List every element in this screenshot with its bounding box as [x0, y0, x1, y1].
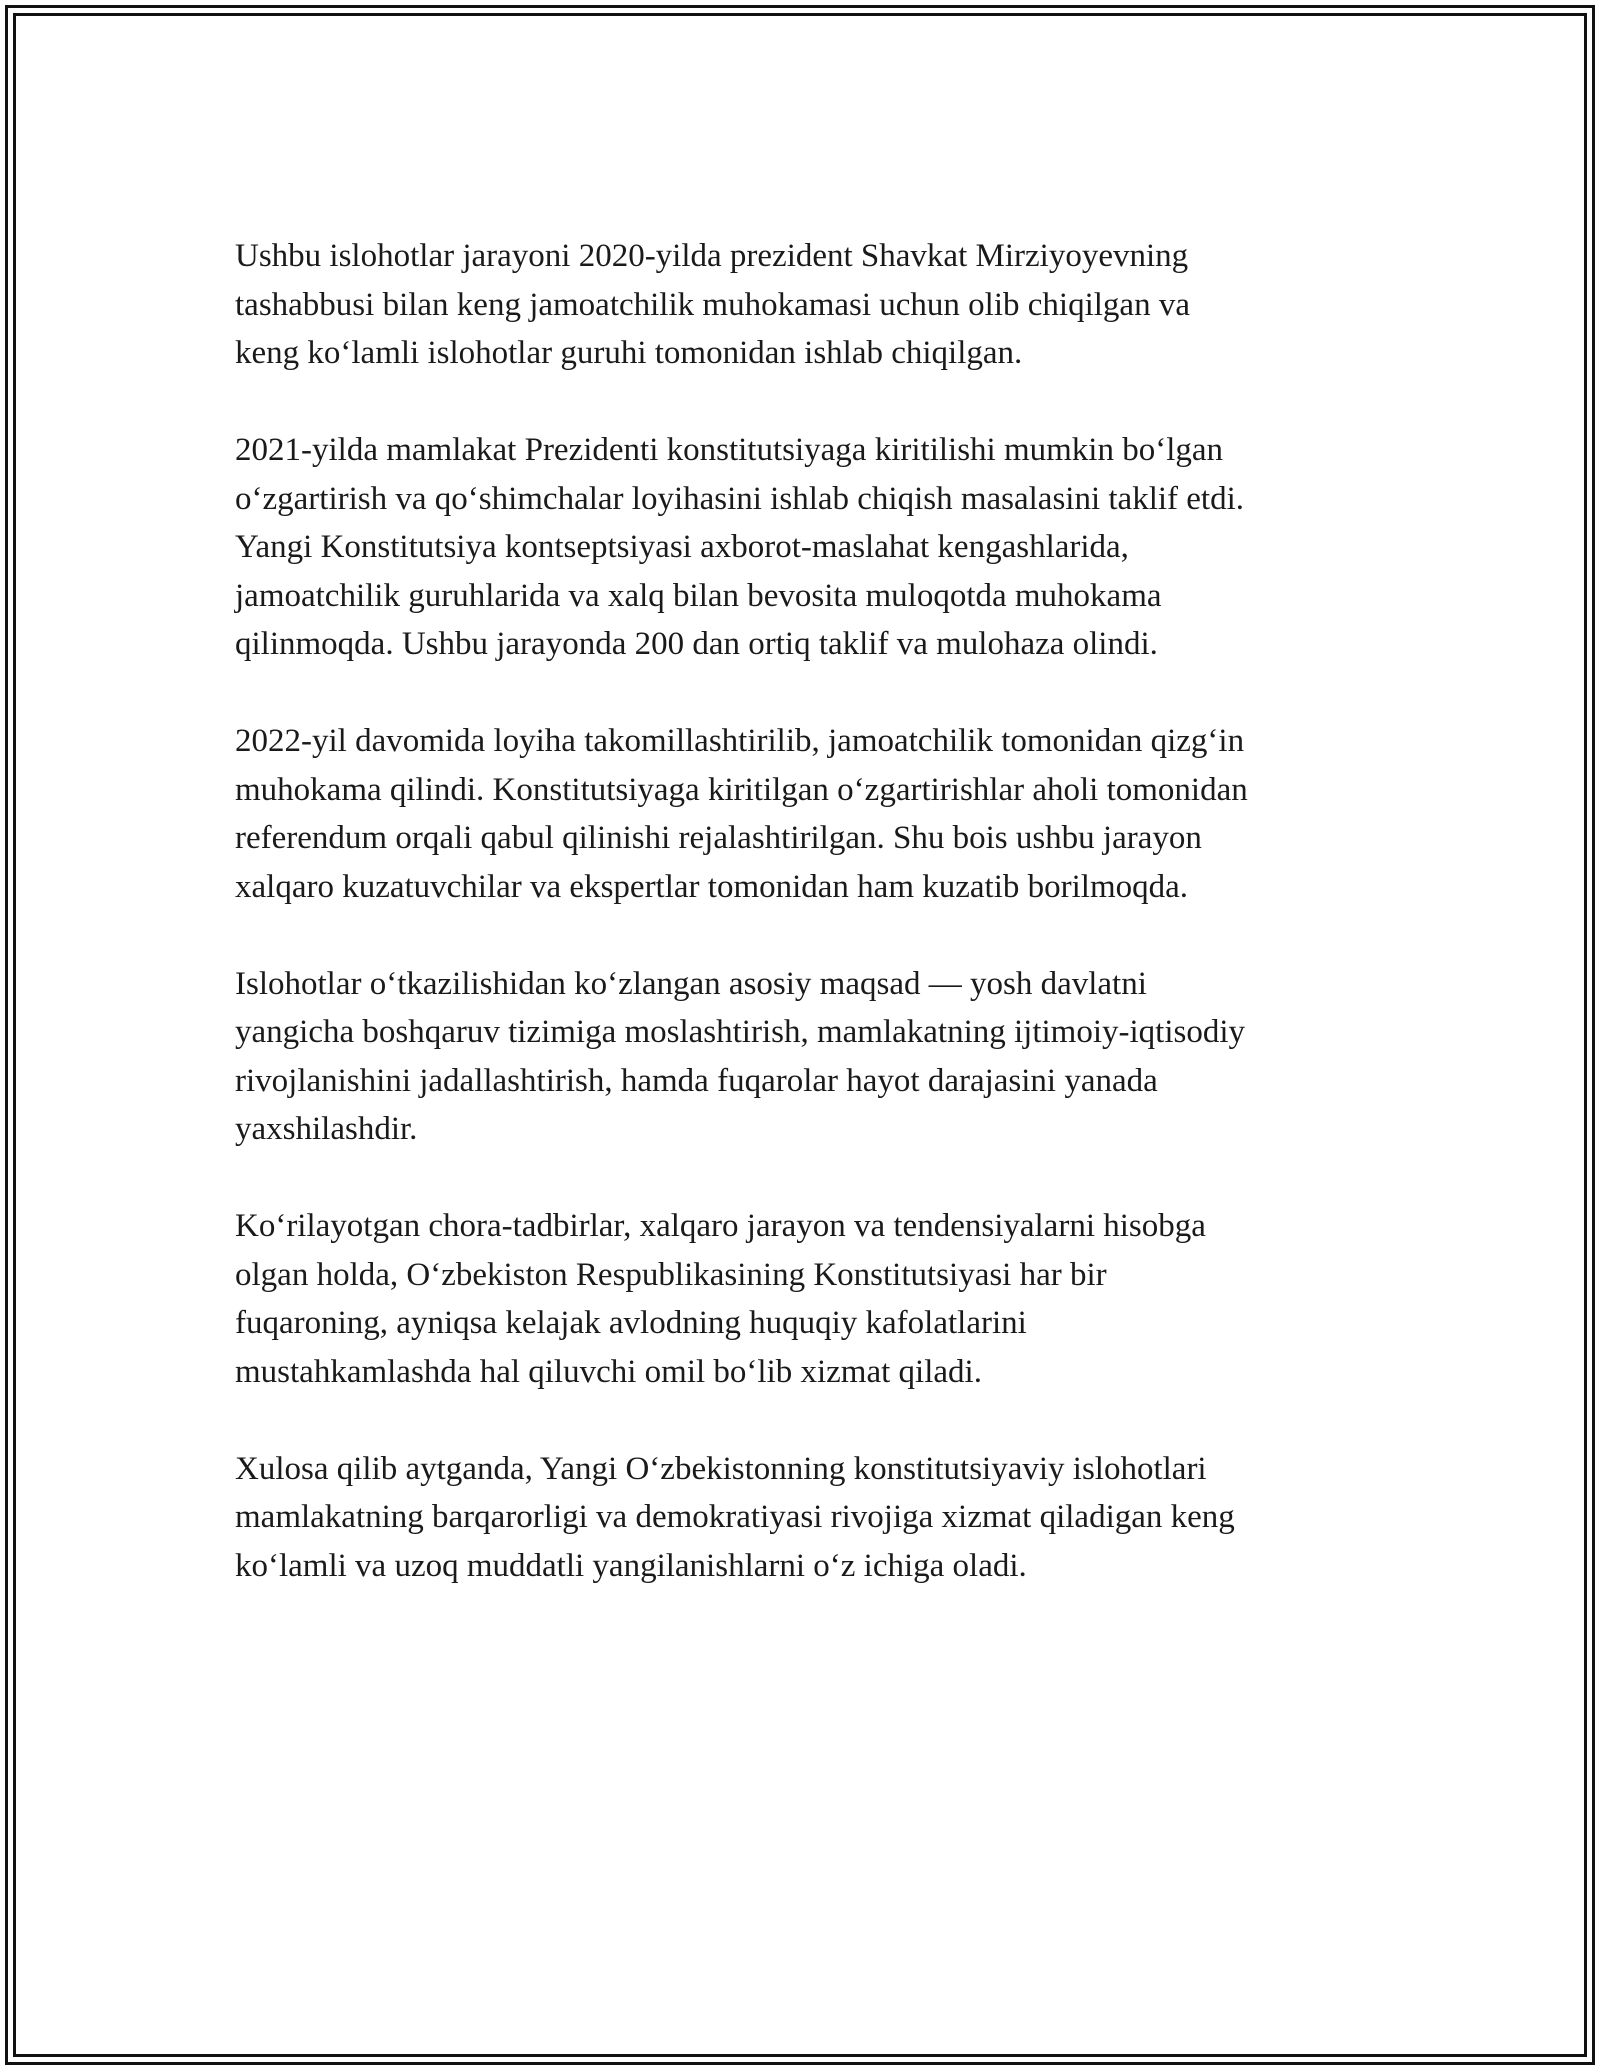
paragraph-line: xalqaro kuzatuvchilar va ekspertlar tomonidan ham kuzatib borilmoqda. — [235, 868, 1189, 905]
paragraph-line: olgan holda, O‘zbekiston Respublikasining Konstitutsiyasi har bir — [235, 1256, 1107, 1293]
paragraph-6 — [235, 1445, 1410, 1591]
paragraph-line: rivojlanishini jadallashtirish, hamda fuqarolar hayot darajasini yanada — [235, 1062, 1158, 1099]
paragraph-line: 2022-yil davomida loyiha takomillashtirilib, jamoatchilik tomonidan qizg‘in — [235, 723, 1245, 759]
paragraph-line: yaxshilashdir. — [235, 1111, 418, 1147]
paragraph-line: muhokama qilindi. Konstitutsiyaga kiritilgan o‘zgartirishlar aholi tomonidan — [235, 771, 1248, 808]
paragraph-line: Yangi Konstitutsiya kontseptsiyasi axborot-maslahat kengashlarida, — [235, 529, 1129, 565]
document-body — [235, 232, 1410, 1639]
paragraph-line: ko‘lamli va uzoq muddatli yangilanishlarni o‘z ichiga oladi. — [235, 1547, 1027, 1584]
paragraph-line: referendum orqali qabul qilinishi rejalashtirilgan. Shu bois ushbu jarayon — [235, 820, 1202, 856]
paragraph-1 — [235, 232, 1410, 378]
paragraph-5 — [235, 1202, 1410, 1396]
paragraph-line: Ushbu islohotlar jarayoni 2020-yilda prezident Shavkat Mirziyoyevning — [235, 238, 1189, 274]
paragraph-line: jamoatchilik guruhlarida va xalq bilan bevosita muloqotda muhokama — [235, 577, 1162, 614]
paragraph-line: Xulosa qilib aytganda, Yangi O‘zbekistonning konstitutsiyaviy islohotlari — [235, 1450, 1207, 1487]
paragraph-line: yangicha boshqaruv tizimiga moslashtirish, mamlakatning ijtimoiy-iqtisodiy — [235, 1014, 1246, 1050]
paragraph-line: keng ko‘lamli islohotlar guruhi tomonidan ishlab chiqilgan. — [235, 335, 1023, 371]
paragraph-line: qilinmoqda. Ushbu jarayonda 200 dan ortiq taklif va mulohaza olindi. — [235, 626, 1158, 662]
paragraph-4 — [235, 960, 1410, 1154]
paragraph-line: fuqaroning, ayniqsa kelajak avlodning huquqiy kafolatlarini — [235, 1305, 1027, 1341]
paragraph-line: mustahkamlashda hal qiluvchi omil bo‘lib xizmat qiladi. — [235, 1353, 982, 1390]
paragraph-line: mamlakatning barqarorligi va demokratiyasi rivojiga xizmat qiladigan keng — [235, 1499, 1235, 1535]
paragraph-3 — [235, 717, 1410, 911]
paragraph-line: o‘zgartirish va qo‘shimchalar loyihasini ishlab chiqish masalasini taklif etdi. — [235, 480, 1245, 517]
paragraph-line: tashabbusi bilan keng jamoatchilik muhokamasi uchun olib chiqilgan va — [235, 286, 1190, 323]
paragraph-line: Ko‘rilayotgan chora-tadbirlar, xalqaro jarayon va tendensiyalarni hisobga — [235, 1208, 1206, 1244]
paragraph-line: Islohotlar o‘tkazilishidan ko‘zlangan asosiy maqsad — yosh davlatni — [235, 965, 1147, 1002]
paragraph-2 — [235, 426, 1410, 669]
paragraph-line: 2021-yilda mamlakat Prezidenti konstitutsiyaga kiritilishi mumkin bo‘lgan — [235, 432, 1224, 468]
